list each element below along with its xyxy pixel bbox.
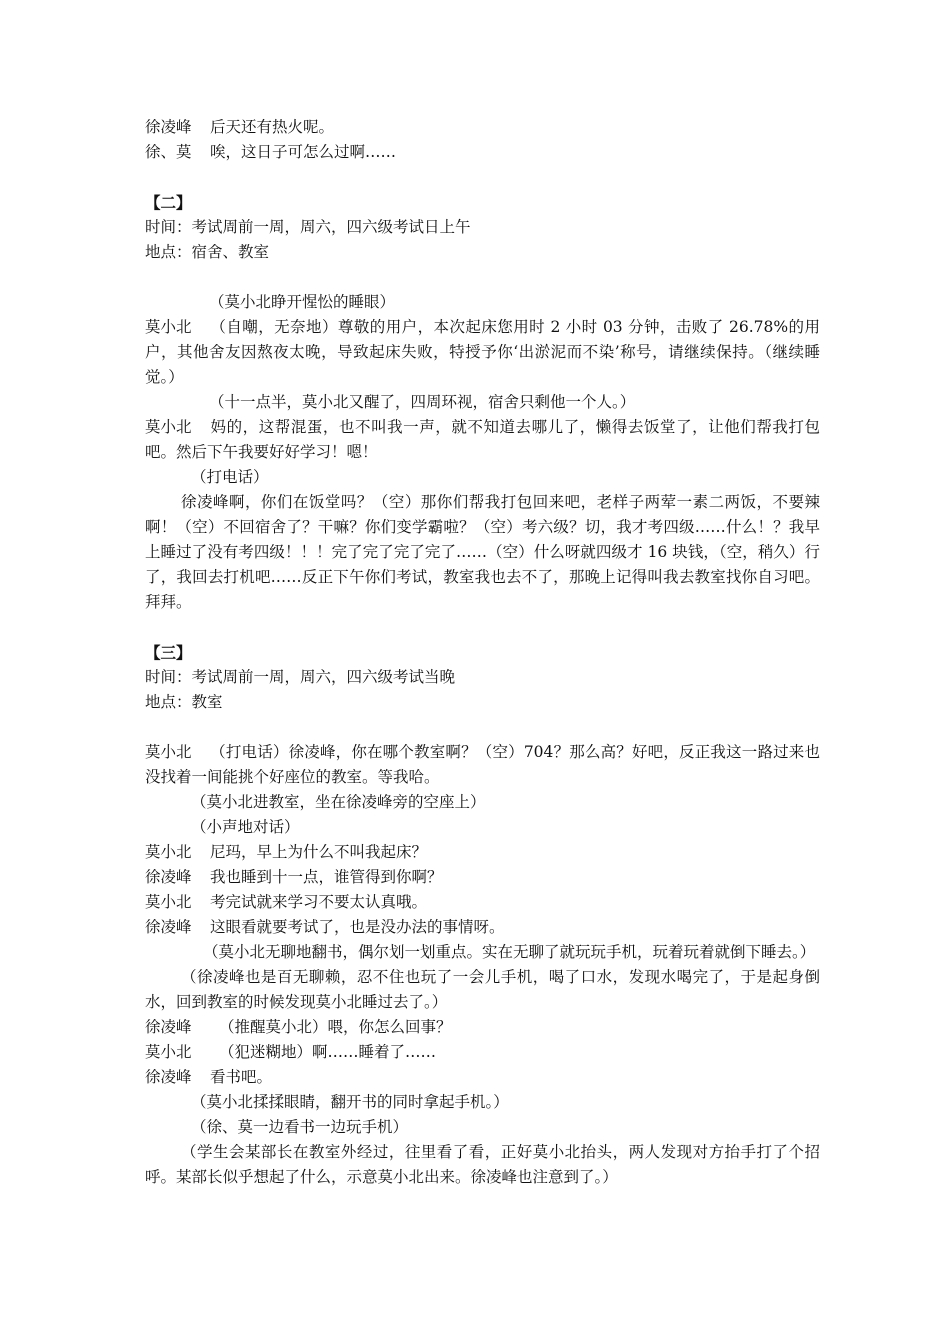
dialogue-line — [145, 1015, 820, 1040]
scene-time: 时间：考试周前一周，周六，四六级考试日上午 — [145, 218, 471, 236]
dialogue-line — [145, 1040, 820, 1065]
dialogue-text: 这眼看就要考试了，也是没办法的事情呀。 — [210, 918, 505, 936]
dialogue-text: 唉，这日子可怎么过啊…… — [210, 143, 397, 161]
stage-direction: （小声地对话） — [191, 818, 300, 836]
section-heading: 【二】 — [145, 193, 192, 212]
stage-direction: （十一点半，莫小北又醒了，四周环视，宿舍只剩他一个人。） — [209, 393, 636, 411]
dialogue-line — [145, 1065, 820, 1090]
dialogue-line — [145, 740, 820, 790]
stage-direction: （莫小北睁开惺忪的睡眼） — [209, 293, 396, 311]
spacer — [145, 165, 820, 190]
speaker: 徐凌峰 — [145, 1018, 192, 1036]
stage-direction: （徐凌峰也是百无聊赖，忍不住也玩了一会儿手机，喝了口水，发现水喝完了，于是起身倒水，回到教室的时候发现莫小北睡过去了。） — [145, 968, 820, 1011]
speaker: 莫小北 — [145, 418, 192, 436]
spacer — [145, 615, 820, 640]
dialogue-line — [145, 915, 820, 940]
dialogue-text: （打电话）徐凌峰，你在哪个教室啊？（空）704？那么高？好吧，反正我这一路过来也没找着一间能挑个好座位的教室。等我哈。 — [145, 743, 820, 786]
speaker: 莫小北 — [145, 843, 192, 861]
section-heading: 【三】 — [145, 643, 192, 662]
dialogue-text: 后天还有热火呢。 — [210, 118, 335, 136]
dialogue-text: （犯迷糊地）啊……睡着了…… — [219, 1043, 437, 1061]
stage-direction: （学生会某部长在教室外经过，往里看了看，正好莫小北抬头，两人发现对方抬手打了个招呼。某部长似乎想起了什么，示意莫小北出来。徐凌峰也注意到了。） — [145, 1143, 820, 1186]
dialogue-line — [145, 890, 820, 915]
speaker: 徐凌峰 — [145, 1068, 192, 1086]
spacer — [145, 265, 820, 290]
speaker: 徐、莫 — [145, 143, 192, 161]
stage-direction: （莫小北进教室，坐在徐凌峰旁的空座上） — [191, 793, 486, 811]
speaker: 徐凌峰 — [145, 918, 192, 936]
speaker: 莫小北 — [145, 893, 192, 911]
dialogue-line — [145, 865, 820, 890]
dialogue-line — [145, 315, 820, 390]
speaker: 徐凌峰 — [145, 118, 192, 136]
scene-time: 时间：考试周前一周，周六，四六级考试当晚 — [145, 668, 456, 686]
dialogue-text: 我也睡到十一点，谁管得到你啊？ — [210, 868, 443, 886]
monologue: 徐凌峰啊，你们在饭堂吗？（空）那你们帮我打包回来吧，老样子两荤一素二两饭，不要辣啊！（空）不回宿舍了？干嘛？你们变学霸啦？（空）考六级？切，我才考四级……什么！？我早上睡过了没有考四级！！！完了完了完了完了……（空）什么呀就四级才 16 块钱，（空，稍久）行了，我回去打机吧……反正下午你们考试，教室我也去不了，那晚上记得叫我去教室找你自习吧。拜拜。 — [145, 493, 820, 611]
stage-direction: （打电话） — [191, 468, 269, 486]
stage-direction: （徐、莫一边看书一边玩手机） — [191, 1118, 409, 1136]
dialogue-text: 看书吧。 — [210, 1068, 273, 1086]
dialogue-text: 妈的，这帮混蛋，也不叫我一声，就不知道去哪儿了，懒得去饭堂了，让他们帮我打包吧。然后下午我要好好学习！嗯！ — [145, 418, 820, 461]
script-body — [145, 115, 820, 1190]
speaker: 莫小北 — [145, 1043, 192, 1061]
dialogue-line — [145, 140, 820, 165]
dialogue-text: （推醒莫小北）喂，你怎么回事？ — [219, 1018, 452, 1036]
dialogue-text: 考完试就来学习不要太认真哦。 — [210, 893, 428, 911]
speaker: 莫小北 — [145, 318, 192, 336]
dialogue-line — [145, 415, 820, 465]
dialogue-text: 尼玛，早上为什么不叫我起床？ — [210, 843, 428, 861]
scene-place: 地点：宿舍、教室 — [145, 243, 270, 261]
stage-direction: （莫小北无聊地翻书，偶尔划一划重点。实在无聊了就玩玩手机，玩着玩着就倒下睡去。） — [203, 943, 816, 961]
stage-direction: （莫小北揉揉眼睛，翻开书的同时拿起手机。） — [191, 1093, 509, 1111]
dialogue-text: （自嘲，无奈地）尊敬的用户，本次起床您用时 2 小时 03 分钟，击败了 26.78%的用户，其他舍友因熬夜太晚，导致起床失败，特授予你‘出淤泥而不染’称号，请继续保持。（继续睡觉。） — [145, 318, 820, 386]
speaker: 徐凌峰 — [145, 868, 192, 886]
spacer — [145, 715, 820, 740]
scene-place: 地点：教室 — [145, 693, 223, 711]
speaker: 莫小北 — [145, 743, 192, 761]
dialogue-line — [145, 840, 820, 865]
dialogue-line — [145, 115, 820, 140]
